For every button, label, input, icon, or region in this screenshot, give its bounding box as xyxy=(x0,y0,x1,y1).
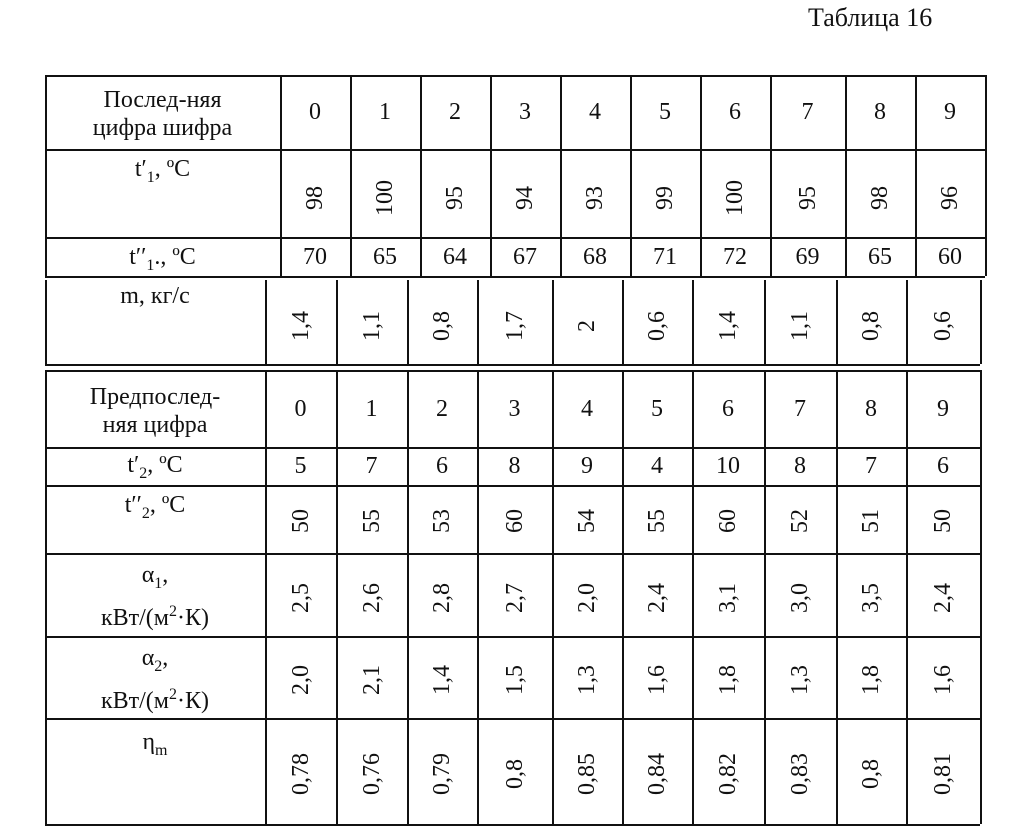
t2pp-value-6: 60 xyxy=(715,509,741,533)
t1pp-value-6: 72 xyxy=(723,243,747,270)
t1pp-value-1: 65 xyxy=(373,243,397,270)
t2-value-9: 6 xyxy=(937,453,949,479)
table2-digit-0: 0 xyxy=(294,395,307,422)
t2-value-6: 10 xyxy=(716,453,740,479)
table2-digit-5: 5 xyxy=(651,395,663,422)
t2pp-value-3: 60 xyxy=(501,509,528,533)
t1-value-7: 95 xyxy=(794,186,821,210)
alpha2-value-9: 1,6 xyxy=(930,665,956,695)
table2-digit-1: 1 xyxy=(365,395,378,422)
row-t1pp-label: $t''_1$., ºC xyxy=(129,244,196,274)
m-value-0: 1,4 xyxy=(287,311,314,341)
alpha1-value-0: 2,5 xyxy=(287,582,314,613)
t2-value-5: 4 xyxy=(651,453,663,479)
alpha2-value-1: 2,1 xyxy=(358,665,385,695)
alpha1-value-2: 2,8 xyxy=(429,582,455,613)
table1-digit-6: 6 xyxy=(729,99,741,125)
eta-value-4: 0,85 xyxy=(574,753,600,795)
table2-rule-6 xyxy=(45,824,980,826)
alpha1-value-7: 3,0 xyxy=(787,582,813,613)
table1-digit-8: 8 xyxy=(874,99,886,125)
table2-rule-3 xyxy=(45,553,980,555)
t1-value-3: 94 xyxy=(512,186,538,210)
eta-value-5: 0,84 xyxy=(644,753,670,795)
m-row-bottom-rule xyxy=(45,364,980,366)
alpha2-value-2: 1,4 xyxy=(429,665,455,695)
t1-value-2: 95 xyxy=(442,186,468,210)
eta-value-7: 0,83 xyxy=(787,753,813,795)
alpha2-value-4: 1,3 xyxy=(574,665,600,695)
m-value-3: 1,7 xyxy=(501,311,528,341)
m-value-4: 2 xyxy=(574,320,600,332)
m-value-9: 0,6 xyxy=(930,311,956,341)
t1-value-6: 100 xyxy=(722,180,748,216)
alpha2-value-8: 1,8 xyxy=(858,665,884,695)
m-value-1: 1,1 xyxy=(358,311,385,341)
table1-digit-1: 1 xyxy=(379,99,391,125)
row-t1-label: $t'_1$, ºC xyxy=(134,156,191,186)
alpha2-value-0: 2,0 xyxy=(287,665,314,695)
t1-value-4: 93 xyxy=(582,186,608,210)
t2pp-value-4: 54 xyxy=(574,509,600,533)
t1pp-value-0: 70 xyxy=(303,243,327,270)
eta-value-2: 0,79 xyxy=(429,753,455,795)
table2-vrule-11 xyxy=(980,370,982,824)
table2-digit-2: 2 xyxy=(436,395,448,422)
table-caption: Таблица 16 xyxy=(808,3,933,32)
t2-value-7: 8 xyxy=(794,453,806,479)
alpha1-value-3: 2,7 xyxy=(501,582,528,613)
alpha2-value-3: 1,5 xyxy=(501,665,528,695)
alpha1-value-6: 3,1 xyxy=(715,582,741,613)
alpha2-value-6: 1,8 xyxy=(715,665,741,695)
table1-digit-9: 9 xyxy=(944,99,956,125)
alpha1-value-5: 2,4 xyxy=(644,582,670,613)
t2pp-value-8: 51 xyxy=(858,509,884,533)
t2-value-0: 5 xyxy=(294,453,307,479)
m-row-vrule-11 xyxy=(980,280,982,364)
table2-header-label: Предпослед- няя цифра xyxy=(89,383,221,438)
alpha1-value-1: 2,6 xyxy=(358,582,385,613)
m-value-7: 1,1 xyxy=(787,311,813,341)
table2-digit-9: 9 xyxy=(937,395,949,422)
row-t2-label: $t'_2$, ºC xyxy=(127,452,183,482)
table1-vrule-11 xyxy=(985,75,987,276)
t2pp-value-9: 50 xyxy=(930,509,956,533)
row-eta-label: $\eta_m$ xyxy=(142,729,168,759)
eta-value-8: 0,8 xyxy=(858,759,884,789)
alpha2-value-5: 1,6 xyxy=(644,665,670,695)
table2-rule-4 xyxy=(45,636,980,638)
t2-value-8: 7 xyxy=(865,453,877,479)
t1pp-value-8: 65 xyxy=(868,243,892,270)
table2-digit-4: 4 xyxy=(581,395,593,422)
row-alpha2-label: $\alpha_2$, кВт/$(м^2\cdot К)$ xyxy=(100,645,209,714)
t1pp-value-5: 71 xyxy=(653,243,677,270)
alpha1-value-4: 2,0 xyxy=(574,582,600,613)
alpha2-value-7: 1,3 xyxy=(787,665,813,695)
t1-value-1: 100 xyxy=(372,180,398,216)
t2pp-value-0: 50 xyxy=(287,509,314,533)
table1-digit-5: 5 xyxy=(659,99,671,125)
t2-value-2: 6 xyxy=(436,453,448,479)
t2pp-value-2: 53 xyxy=(429,509,455,533)
t2pp-value-5: 55 xyxy=(644,509,670,533)
t1-value-9: 96 xyxy=(937,186,963,210)
table1-digit-4: 4 xyxy=(589,99,601,125)
t1pp-value-3: 67 xyxy=(513,243,537,270)
row-m-label: m, кг/с xyxy=(120,283,190,309)
t1pp-value-2: 64 xyxy=(443,243,467,270)
table1-header-label: Послед-няя цифра шифра xyxy=(92,87,233,141)
eta-value-3: 0,8 xyxy=(501,759,528,789)
t1pp-value-9: 60 xyxy=(938,243,962,270)
t2-value-4: 9 xyxy=(581,453,593,479)
t2-value-3: 8 xyxy=(508,453,521,479)
table1-rule-1 xyxy=(45,149,985,151)
t2pp-value-1: 55 xyxy=(358,509,385,533)
alpha1-value-9: 2,4 xyxy=(930,582,956,613)
table1-digit-2: 2 xyxy=(449,99,461,125)
table2-digit-8: 8 xyxy=(865,395,877,422)
row-t2pp-label: $t''_2$, ºC xyxy=(124,492,186,522)
t1pp-value-7: 69 xyxy=(795,243,820,270)
m-value-6: 1,4 xyxy=(715,311,741,341)
t1pp-value-4: 68 xyxy=(583,243,607,270)
table1-digit-0: 0 xyxy=(309,99,321,125)
t1-value-0: 98 xyxy=(302,186,328,210)
t2-value-1: 7 xyxy=(365,453,378,479)
table2-digit-7: 7 xyxy=(794,395,806,422)
table2-rule-2 xyxy=(45,485,980,487)
eta-value-0: 0,78 xyxy=(287,753,314,795)
eta-value-9: 0,81 xyxy=(930,753,956,795)
table2-digit-6: 6 xyxy=(722,395,734,422)
alpha1-value-8: 3,5 xyxy=(858,582,884,613)
t1-value-8: 98 xyxy=(867,186,893,210)
m-value-2: 0,8 xyxy=(429,311,455,341)
eta-value-6: 0,82 xyxy=(715,753,741,795)
m-value-8: 0,8 xyxy=(858,311,884,341)
t2pp-value-7: 52 xyxy=(787,509,813,533)
t1-value-5: 99 xyxy=(652,186,678,210)
table1-digit-7: 7 xyxy=(801,99,814,125)
row-alpha1-label: $\alpha_1$, кВт/$(м^2\cdot К)$ xyxy=(100,562,209,631)
table2-digit-3: 3 xyxy=(508,395,521,422)
eta-value-1: 0,76 xyxy=(358,753,385,795)
m-value-5: 0,6 xyxy=(644,311,670,341)
table1-digit-3: 3 xyxy=(519,99,531,125)
table2-rule-5 xyxy=(45,718,980,720)
